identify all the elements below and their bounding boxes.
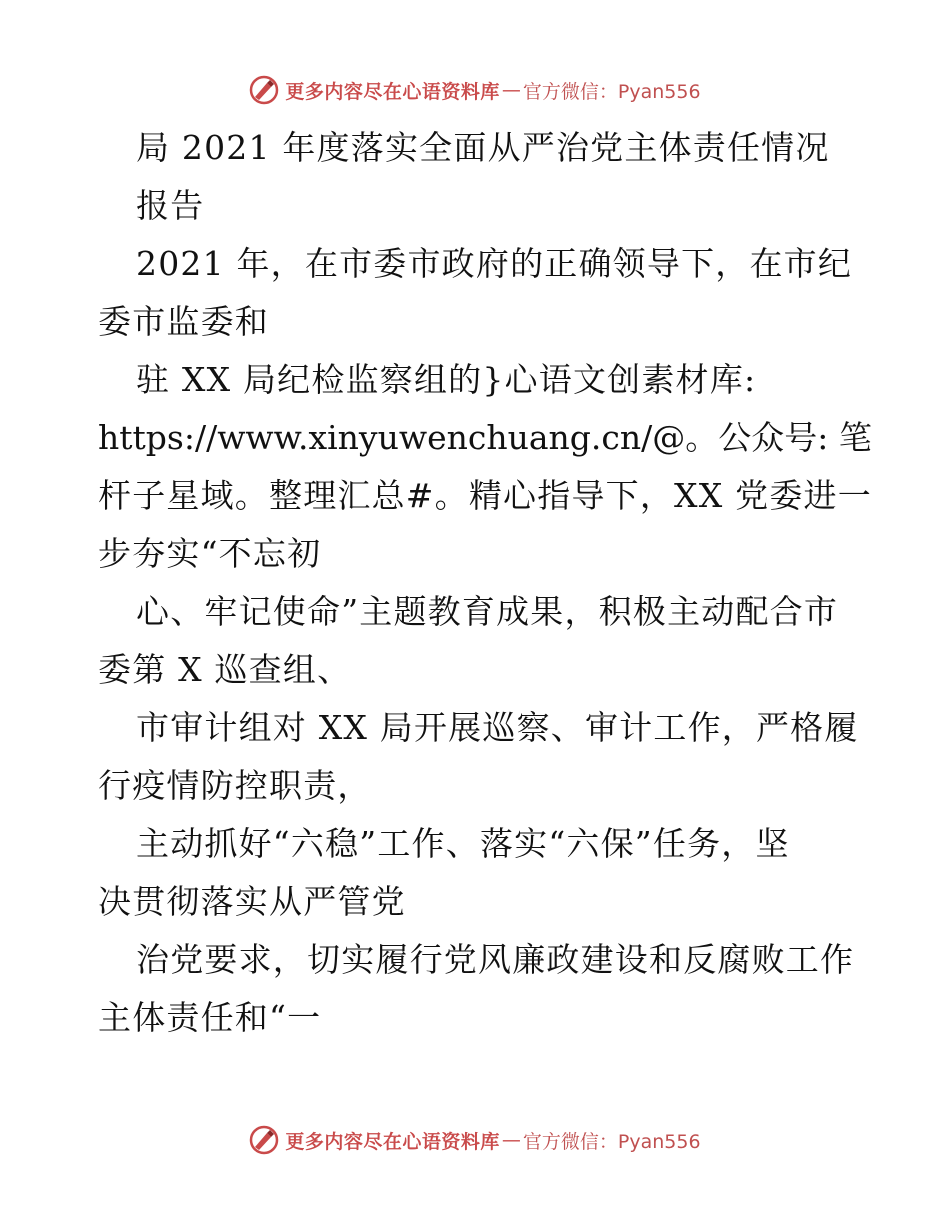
doc-line: 步夯实“不忘初 [98,534,322,573]
watermark-separator: — [501,79,521,101]
watermark-contact: 官方微信：Pyan556 [522,80,701,103]
doc-title-line-2: 报告 [136,186,205,225]
doc-line: 主体责任和“一 [98,998,322,1037]
doc-line: 治党要求，切实履行党风廉政建设和反腐败工作 [136,940,855,979]
doc-line: 2021 年，在市委市政府的正确领导下，在市纪 [136,244,853,283]
doc-line: 行疫情防控职责， [98,766,372,805]
watermark-contact: 官方微信：Pyan556 [522,1130,701,1153]
watermark-separator: — [501,1129,521,1151]
doc-line: 驻 XX 局纪检监察组的}心语文创素材库: [136,360,757,399]
watermark-main-text: 更多内容尽在心语资料库 [285,80,500,103]
doc-line: 委第 X 巡查组、 [98,650,352,689]
doc-line: 心、牢记使命”主题教育成果，积极主动配合市 [136,592,839,631]
watermark-main-text: 更多内容尽在心语资料库 [285,1130,500,1153]
pen-logo-icon [249,1125,279,1155]
doc-line: https://www.xinyuwenchuang.cn/@。公众号: 笔 [98,418,872,457]
doc-line: 主动抓好“六稳”工作、落实“六保”任务，坚 [136,824,790,863]
document-body [98,119,872,1047]
doc-line: 决贯彻落实从严管党 [98,882,406,921]
doc-line: 市审计组对 XX 局开展巡察、审计工作，严格履 [136,708,859,747]
doc-line: 杆子星域。整理汇总#。精心指导下，XX 党委进一 [98,476,872,515]
pen-logo-icon [249,75,279,105]
watermark-footer [0,1120,950,1160]
doc-line: 委市监委和 [98,302,269,341]
doc-title-line-1: 局 2021 年度落实全面从严治党主体责任情况 [136,128,830,167]
watermark-header [0,70,950,110]
